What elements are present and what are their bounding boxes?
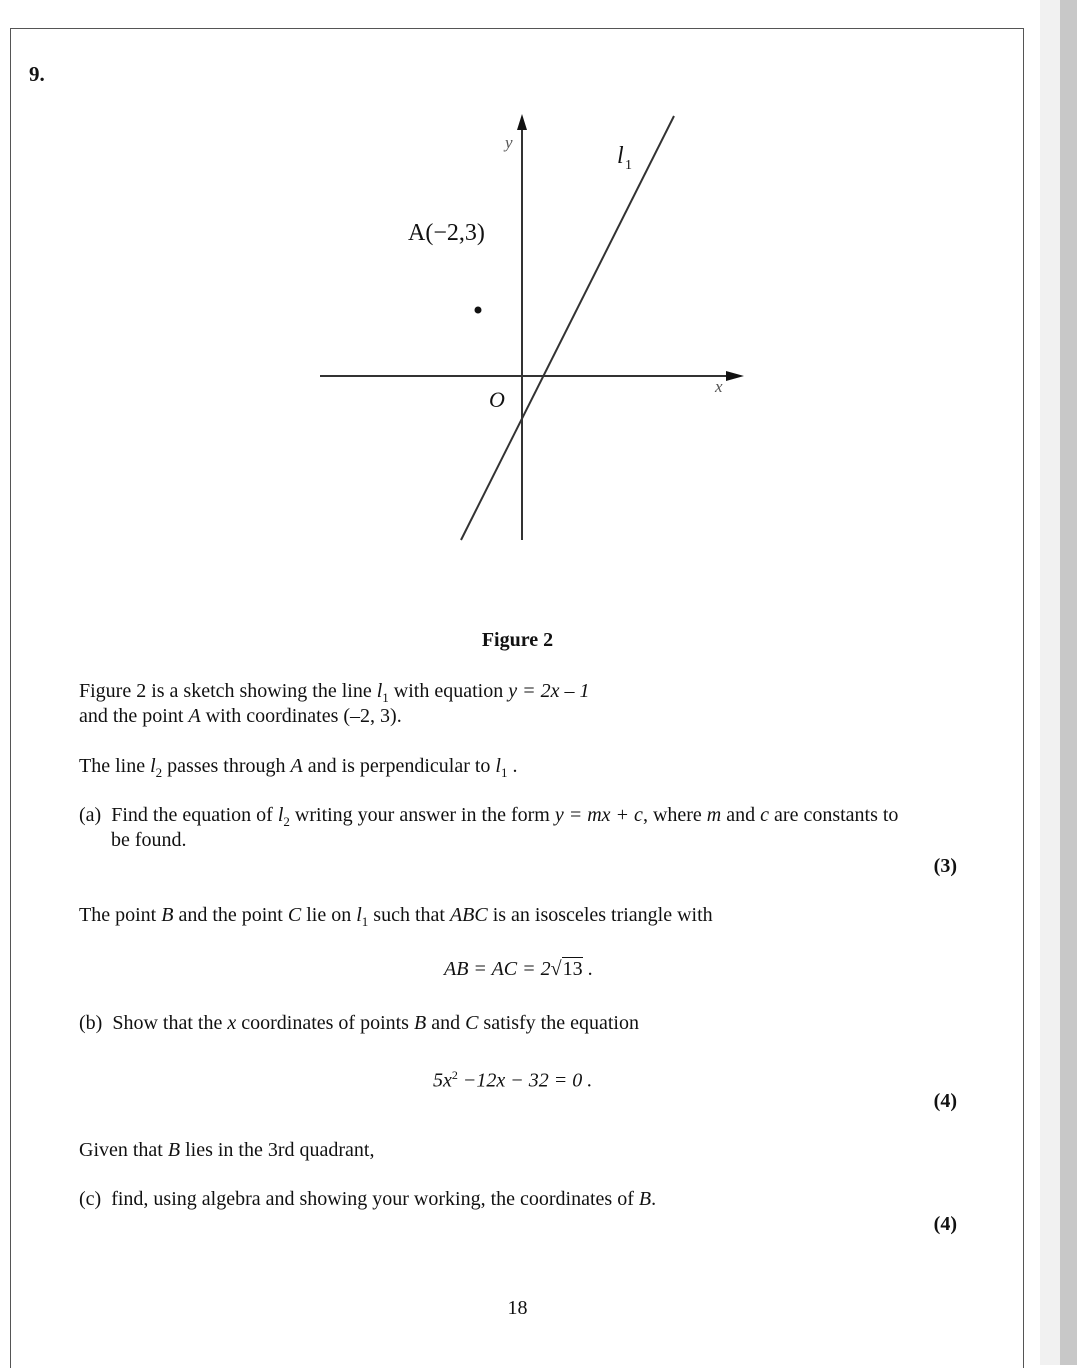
part-c-statement: (c) find, using algebra and showing your working, the coordinates of B.	[79, 1188, 657, 1210]
origin-label: O	[489, 387, 505, 412]
y-axis-label: y	[505, 133, 513, 152]
line-l1	[461, 116, 674, 540]
point-a-dot	[475, 307, 482, 314]
triangle-equation: AB = AC = 2√13 .	[444, 958, 593, 980]
x-axis-label: x	[715, 377, 723, 396]
x-axis-arrow	[726, 371, 744, 381]
line-l1-label: l	[617, 143, 624, 169]
question-number: 9.	[29, 62, 45, 86]
triangle-statement: The point B and the point C lie on $l_1$ such that ABC is an isosceles triangle with	[79, 904, 713, 929]
point-a-label: A(−2,3)	[408, 220, 485, 246]
part-b-statement: (b) Show that the x coordinates of points B and C satisfy the equation	[79, 1012, 639, 1034]
line-l1-label-sub: 1	[625, 158, 632, 173]
page-number: 18	[507, 1297, 528, 1319]
given-statement: Given that B lies in the 3rd quadrant,	[79, 1139, 375, 1161]
part-a-line-2: be found.	[111, 829, 187, 851]
part-b-marks: (4)	[933, 1090, 957, 1112]
sqrt-symbol: √13	[550, 958, 583, 980]
statement-l2: The line $l_2$ passes through A and is perpendicular to $l_1$ .	[79, 755, 518, 780]
intro-line-2: and the point A with coordinates (–2, 3).	[79, 705, 402, 727]
y-axis-arrow	[517, 114, 527, 130]
figure-caption: Figure 2	[481, 629, 554, 651]
intro-line-1: Figure 2 is a sketch showing the line $l_1$ with equation y = 2x – 1	[79, 680, 590, 705]
figure-2-sketch	[0, 0, 1077, 600]
part-c-marks: (4)	[933, 1213, 957, 1235]
part-a-marks: (3)	[933, 855, 957, 877]
part-a-line-1: (a) Find the equation of $l_2$ writing your answer in the form y = mx + c, where m and c are constants to	[79, 804, 899, 829]
part-b-equation: $5x^2 -12x - 32 = 0$ .	[433, 1068, 593, 1092]
